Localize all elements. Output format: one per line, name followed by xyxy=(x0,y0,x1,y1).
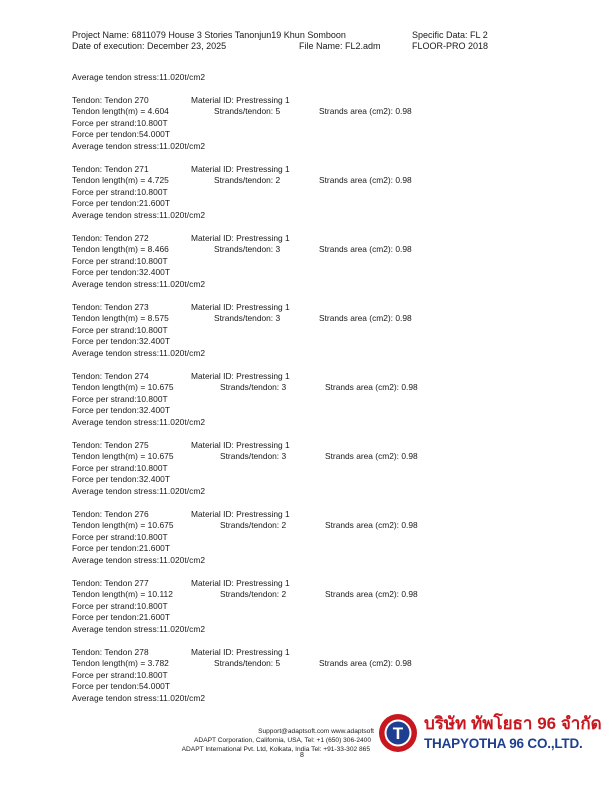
average-tendon-stress: Average tendon stress:11.020t/cm2 xyxy=(72,623,206,634)
average-tendon-stress: Average tendon stress:11.020t/cm2 xyxy=(72,278,206,289)
tendon-id: Tendon: Tendon 277 xyxy=(72,578,149,588)
strands-per-tendon: Strands/tendon: 3 xyxy=(220,382,287,393)
strands-per-tendon: Strands/tendon: 3 xyxy=(214,313,281,324)
average-tendon-stress: Average tendon stress:11.020t/cm2 xyxy=(72,554,206,565)
strands-per-tendon: Strands/tendon: 3 xyxy=(214,244,281,255)
tendon-length: Tendon length(m) = 10.675 xyxy=(72,520,174,531)
tendon-id: Tendon: Tendon 275 xyxy=(72,440,149,450)
strands-area: Strands area (cm2): 0.98 xyxy=(319,175,412,186)
strands-per-tendon: Strands/tendon: 3 xyxy=(220,451,287,462)
force-per-tendon: Force per tendon:21.600T xyxy=(72,198,171,209)
material-id: Material ID: Prestressing 1 xyxy=(191,302,290,312)
execution-date: Date of execution: December 23, 2025 xyxy=(72,41,227,51)
tendon-length: Tendon length(m) = 10.112 xyxy=(72,589,173,600)
material-id: Material ID: Prestressing 1 xyxy=(191,371,290,381)
force-per-tendon: Force per tendon:21.600T xyxy=(72,543,171,554)
material-id: Material ID: Prestressing 1 xyxy=(191,164,290,174)
project-name: Project Name: 6811079 House 3 Stories Tanonjun19 Khun Somboon xyxy=(72,30,346,40)
tendon-id: Tendon: Tendon 273 xyxy=(72,302,149,312)
average-tendon-stress: Average tendon stress:11.020t/cm2 xyxy=(72,140,206,151)
strands-area: Strands area (cm2): 0.98 xyxy=(325,451,418,462)
average-tendon-stress: Average tendon stress:11.020t/cm2 xyxy=(72,416,206,427)
strands-per-tendon: Strands/tendon: 5 xyxy=(214,658,281,669)
strands-area: Strands area (cm2): 0.98 xyxy=(319,313,412,324)
material-id: Material ID: Prestressing 1 xyxy=(191,440,290,450)
force-per-strand: Force per strand:10.800T xyxy=(72,117,168,128)
average-tendon-stress: Average tendon stress:11.020t/cm2 xyxy=(72,209,206,220)
strands-per-tendon: Strands/tendon: 2 xyxy=(220,589,287,600)
specific-data: Specific Data: FL 2 xyxy=(412,30,488,40)
company-name-thai: บริษัท ทัพโยธา 96 จำกัด xyxy=(424,714,602,733)
tendon-length: Tendon length(m) = 4.604 xyxy=(72,106,169,117)
logo-letter: T xyxy=(392,724,404,743)
strands-area: Strands area (cm2): 0.98 xyxy=(325,382,418,393)
force-per-strand: Force per strand:10.800T xyxy=(72,462,168,473)
strands-area: Strands area (cm2): 0.98 xyxy=(319,244,412,255)
strands-area: Strands area (cm2): 0.98 xyxy=(325,589,418,600)
force-per-strand: Force per strand:10.800T xyxy=(72,186,168,197)
software-name: FLOOR-PRO 2018 xyxy=(412,41,489,51)
force-per-strand: Force per strand:10.800T xyxy=(72,600,168,611)
tendon-length: Tendon length(m) = 8.466 xyxy=(72,244,169,255)
support-contact: Support@adaptsoft.com www.adaptsoft xyxy=(258,728,374,735)
company-name-english: THAPYOTHA 96 CO.,LTD. xyxy=(424,736,583,751)
tendon-id: Tendon: Tendon 270 xyxy=(72,95,149,105)
tendon-id: Tendon: Tendon 271 xyxy=(72,164,149,174)
force-per-strand: Force per strand:10.800T xyxy=(72,324,168,335)
tendon-length: Tendon length(m) = 10.675 xyxy=(72,451,174,462)
material-id: Material ID: Prestressing 1 xyxy=(191,95,290,105)
file-name: File Name: FL2.adm xyxy=(299,41,381,51)
page-number: 8 xyxy=(300,752,304,759)
force-per-tendon: Force per tendon:32.400T xyxy=(72,267,171,278)
adapt-corp-usa: ADAPT Corporation, California, USA, Tel: +1 (650) 306-2400 xyxy=(194,737,371,744)
average-stress-line: Average tendon stress:11.020t/cm2 xyxy=(72,72,206,82)
force-per-tendon: Force per tendon:54.000T xyxy=(72,129,171,140)
force-per-tendon: Force per tendon:32.400T xyxy=(72,474,171,485)
tendon-length: Tendon length(m) = 3.782 xyxy=(72,658,169,669)
strands-area: Strands area (cm2): 0.98 xyxy=(319,106,412,117)
tendon-id: Tendon: Tendon 278 xyxy=(72,647,149,657)
tendon-id: Tendon: Tendon 276 xyxy=(72,509,149,519)
material-id: Material ID: Prestressing 1 xyxy=(191,509,290,519)
average-tendon-stress: Average tendon stress:11.020t/cm2 xyxy=(72,692,206,703)
adapt-corp-india: ADAPT International Pvt. Ltd, Kolkata, India Tel: +91-33-302 865 xyxy=(181,746,370,753)
material-id: Material ID: Prestressing 1 xyxy=(191,647,290,657)
tendon-id: Tendon: Tendon 274 xyxy=(72,371,149,381)
strands-per-tendon: Strands/tendon: 5 xyxy=(214,106,281,117)
material-id: Material ID: Prestressing 1 xyxy=(191,233,290,243)
strands-per-tendon: Strands/tendon: 2 xyxy=(220,520,287,531)
strands-area: Strands area (cm2): 0.98 xyxy=(319,658,412,669)
force-per-tendon: Force per tendon:54.000T xyxy=(72,681,171,692)
force-per-strand: Force per strand:10.800T xyxy=(72,255,168,266)
material-id: Material ID: Prestressing 1 xyxy=(191,578,290,588)
tendon-length: Tendon length(m) = 10.675 xyxy=(72,382,174,393)
force-per-tendon: Force per tendon:32.400T xyxy=(72,405,171,416)
average-tendon-stress: Average tendon stress:11.020t/cm2 xyxy=(72,347,206,358)
force-per-strand: Force per strand:10.800T xyxy=(72,393,168,404)
tendon-length: Tendon length(m) = 8.575 xyxy=(72,313,169,324)
strands-area: Strands area (cm2): 0.98 xyxy=(325,520,418,531)
force-per-strand: Force per strand:10.800T xyxy=(72,669,168,680)
tendon-id: Tendon: Tendon 272 xyxy=(72,233,149,243)
force-per-strand: Force per strand:10.800T xyxy=(72,531,168,542)
tendon-length: Tendon length(m) = 4.725 xyxy=(72,175,169,186)
force-per-tendon: Force per tendon:32.400T xyxy=(72,336,171,347)
company-logo-icon xyxy=(378,713,418,753)
average-tendon-stress: Average tendon stress:11.020t/cm2 xyxy=(72,485,206,496)
strands-per-tendon: Strands/tendon: 2 xyxy=(214,175,281,186)
force-per-tendon: Force per tendon:21.600T xyxy=(72,612,171,623)
